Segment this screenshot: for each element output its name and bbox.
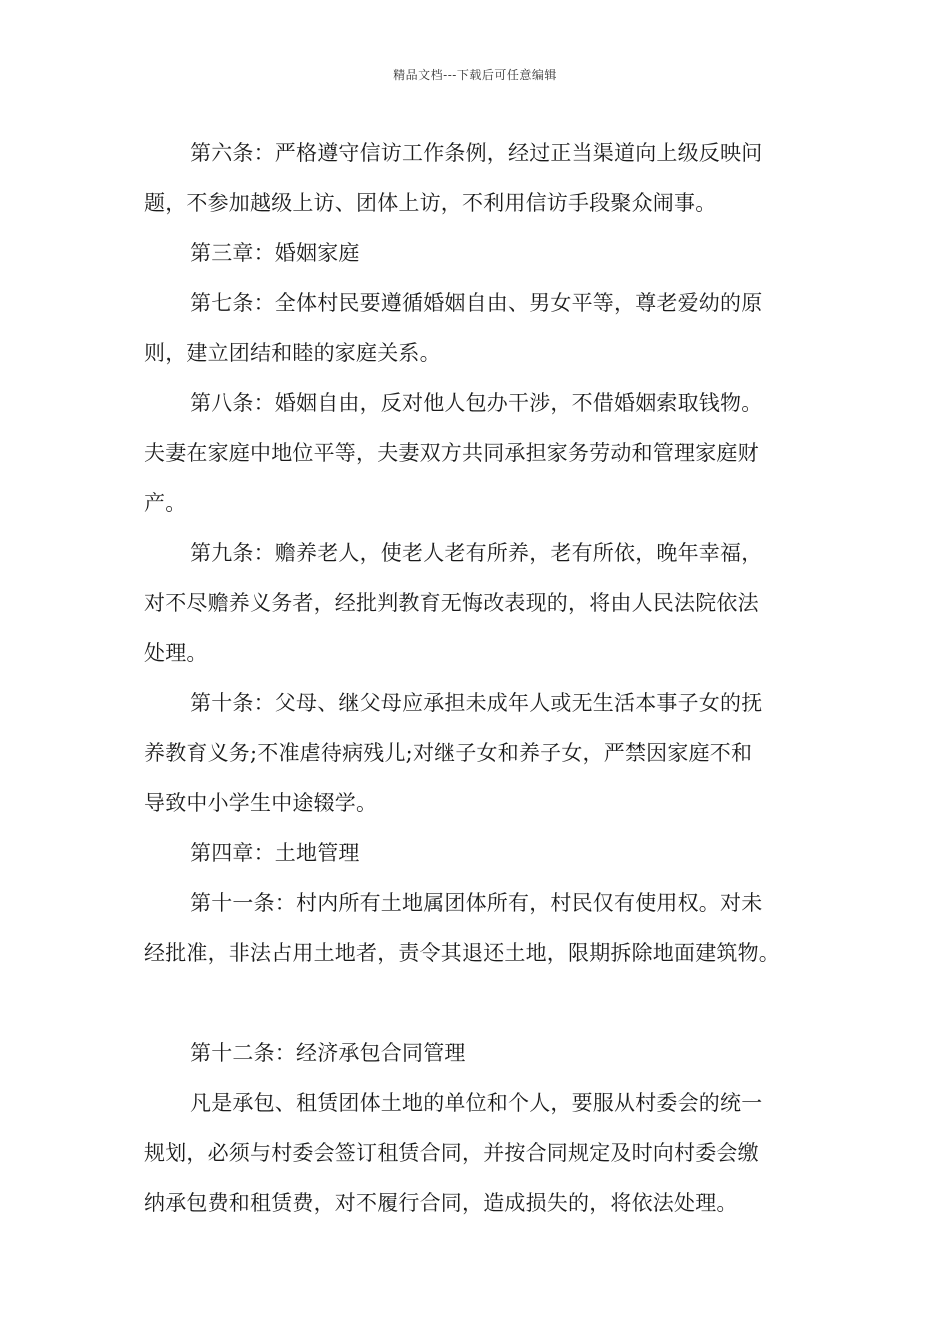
blank-line [144, 978, 812, 1028]
article-7-line-2: 则，建立团结和睦的家庭关系。 [144, 341, 441, 365]
article-6-line-2: 题，不参加越级上访、团体上访，不利用信访手段聚众闹事。 [144, 191, 717, 215]
article-8-line-3: 产。 [144, 491, 187, 515]
article-8-line-1: 第八条：婚姻自由，反对他人包办干涉，不借婚姻索取钱物。 [190, 391, 763, 415]
article-11-line-2: 经批准，非法占用土地者，责令其退还土地，限期拆除地面建筑物。 [144, 941, 780, 965]
chapter-4-heading: 第四章：土地管理 [190, 841, 360, 865]
article-8-line-2: 夫妻在家庭中地位平等，夫妻双方共同承担家务劳动和管理家庭财 [144, 441, 759, 465]
article-9-line-2: 对不尽赡养义务者，经批判教育无悔改表现的，将由人民法院依法 [144, 591, 759, 615]
article-9-line-1: 第九条：赡养老人，使老人老有所养，老有所依，晚年幸福， [190, 541, 763, 565]
article-6-line-1: 第六条：严格遵守信访工作条例，经过正当渠道向上级反映问 [190, 141, 763, 165]
article-11-line-1: 第十一条：村内所有土地属团体所有，村民仅有使用权。对未 [190, 891, 763, 915]
article-7-line-1: 第七条：全体村民要遵循婚姻自由、男女平等，尊老爱幼的原 [190, 291, 763, 315]
article-12-heading: 第十二条：经济承包合同管理 [190, 1041, 466, 1065]
chapter-3-heading: 第三章：婚姻家庭 [190, 241, 360, 265]
article-9-line-3: 处理。 [144, 641, 208, 665]
article-12-line-1: 凡是承包、租赁团体土地的单位和个人，要服从村委会的统一 [190, 1091, 763, 1115]
article-10-line-3: 导致中小学生中途辍学。 [144, 791, 378, 815]
document-body [144, 128, 812, 1228]
article-10-line-2: 养教育义务;不准虐待病残儿;对继子女和养子女，严禁因家庭不和 [144, 741, 753, 765]
article-12-line-2: 规划，必须与村委会签订租赁合同，并按合同规定及时向村委会缴 [144, 1141, 759, 1165]
page-header: 精品文档---下载后可任意编辑 [393, 68, 557, 82]
article-10-line-1: 第十条：父母、继父母应承担未成年人或无生活本事子女的抚 [190, 691, 763, 715]
article-12-line-3: 纳承包费和租赁费，对不履行合同，造成损失的，将依法处理。 [144, 1191, 738, 1215]
